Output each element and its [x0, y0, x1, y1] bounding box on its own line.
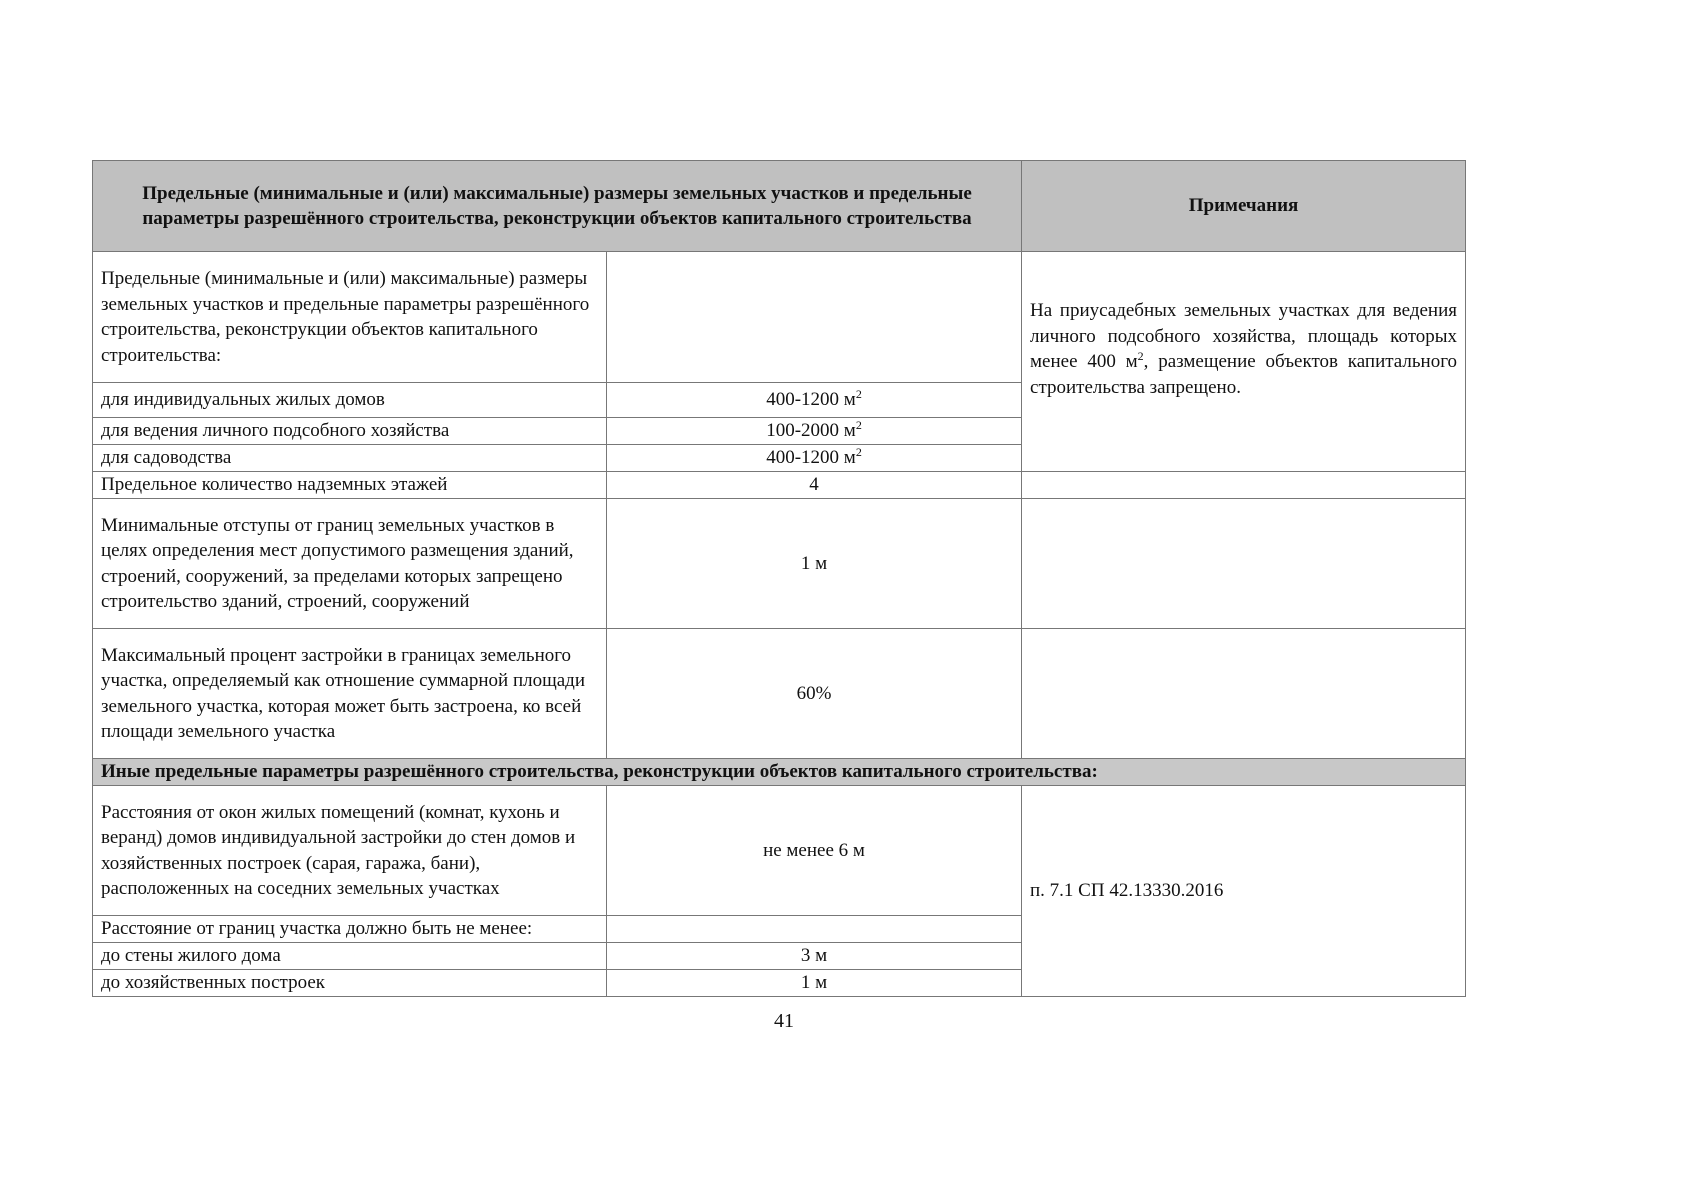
- boundary-distance-value: [607, 916, 1022, 943]
- table-row: [93, 472, 1466, 499]
- floors-note: [1022, 472, 1466, 499]
- params-column-header: Предельные (минимальные и (или) максимальные) размеры земельных участков и предельные параметры разрешённого строительства, реконструкции объектов капитального строительства: [93, 161, 1022, 252]
- plot-note-text-b: , размещение объектов капитального строительства запрещено.: [1030, 351, 1458, 398]
- table-row: [93, 786, 1466, 916]
- coverage-label: Максимальный процент застройки в границах земельного участка, определяемый как отношение суммарной площади земельного участка, которая может быть застроена, ко всей площади земельного участка: [93, 629, 607, 759]
- coverage-value: 60%: [607, 629, 1022, 759]
- plot-note-superscript: 2: [1137, 349, 1144, 363]
- subsidiary-farming-value: 100-2000 $м^2$: [607, 418, 1022, 445]
- individual-houses-label: для индивидуальных жилых домов: [93, 383, 607, 418]
- gardening-label: для садоводства: [93, 445, 607, 472]
- setbacks-label: Минимальные отступы от границ земельных участков в целях определения мест допустимого размещения зданий, строений, сооружений, за пределами которых запрещено строительство зданий, строений, сооружений: [93, 499, 607, 629]
- table-header-row: [93, 161, 1466, 252]
- section-header-row: [93, 759, 1466, 786]
- to-outbuildings-label: до хозяйственных построек: [93, 970, 607, 997]
- to-outbuildings-value: 1 м: [607, 970, 1022, 997]
- coverage-note: [1022, 629, 1466, 759]
- plot-size-note: [1022, 252, 1466, 472]
- gardening-value: 400-1200 $м^2$: [607, 445, 1022, 472]
- sp-reference-note: п. 7.1 СП 42.13330.2016: [1022, 786, 1466, 997]
- zoning-parameters-table: [92, 160, 1466, 997]
- floors-label: Предельное количество надземных этажей: [93, 472, 607, 499]
- intro-value: [607, 252, 1022, 383]
- table-row: [93, 499, 1466, 629]
- to-house-wall-value: 3 м: [607, 943, 1022, 970]
- to-house-wall-label: до стены жилого дома: [93, 943, 607, 970]
- plot-note-text-a: На приусадебных земельных участках для ведения личного подсобного хозяйства, площадь которых менее 400 м: [1030, 300, 1458, 372]
- table-row: [93, 629, 1466, 759]
- intro-label: Предельные (минимальные и (или) максимальные) размеры земельных участков и предельные параметры разрешённого строительства, реконструкции объектов капитального строительства:: [93, 252, 607, 383]
- window-distance-label: Расстояния от окон жилых помещений (комнат, кухонь и веранд) домов индивидуальной застройки до стен домов и хозяйственных построек (сарая, гаража, бани), расположенных на соседних земельных участках: [93, 786, 607, 916]
- setbacks-note: [1022, 499, 1466, 629]
- individual-houses-value: 400-1200 $м^2$: [607, 383, 1022, 418]
- table-row: [93, 252, 1466, 383]
- other-parameters-section-title: Иные предельные параметры разрешённого строительства, реконструкции объектов капитального строительства:: [93, 759, 1466, 786]
- notes-column-header: Примечания: [1022, 161, 1466, 252]
- setbacks-value: 1 м: [607, 499, 1022, 629]
- subsidiary-farming-label: для ведения личного подсобного хозяйства: [93, 418, 607, 445]
- page-number: 41: [774, 1010, 794, 1032]
- floors-value: 4: [607, 472, 1022, 499]
- window-distance-value: не менее 6 м: [607, 786, 1022, 916]
- boundary-distance-label: Расстояние от границ участка должно быть не менее:: [93, 916, 607, 943]
